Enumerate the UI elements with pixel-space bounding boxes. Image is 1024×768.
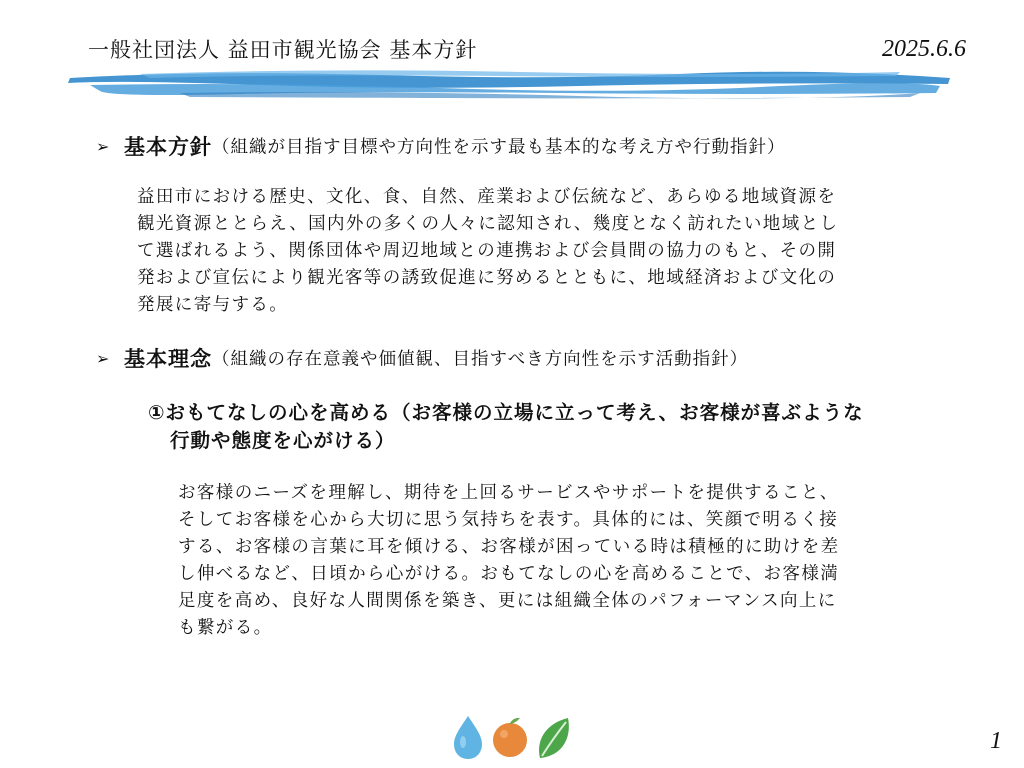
principle-item-title	[148, 399, 948, 455]
paragraph-line: お客様のニーズを理解し、期待を上回るサービスやサポートを提供すること、	[178, 483, 839, 503]
section-subtitle: （組織の存在意義や価値観、目指すべき方向性を示す活動指針）	[212, 349, 749, 370]
paragraph-line: て選ばれるよう、関係団体や周辺地域との連携および会員間の協力のもと、その開	[137, 241, 837, 261]
item-title-line: 行動や態度を心がける）	[170, 429, 396, 452]
bullet-arrow-icon: ➢	[96, 348, 110, 368]
section-heading: 基本理念	[124, 347, 212, 371]
section-heading: 基本方針	[124, 135, 212, 159]
paragraph-line: 観光資源ととらえ、国内外の多くの人々に認知され、幾度となく訪れたい地域とし	[137, 214, 839, 234]
section-kihon-rinen	[96, 343, 748, 373]
bullet-arrow-icon: ➢	[96, 136, 110, 156]
paragraph-line: し伸べるなど、日頃から心がける。おもてなしの心を高めることで、お客様満	[178, 564, 840, 584]
paragraph-line: 足度を高め、良好な人間関係を築き、更には組織全体のパフォーマンス向上に	[178, 591, 837, 611]
header-date: 2025.6.6	[882, 36, 966, 62]
water-drop-icon	[454, 716, 482, 759]
orange-fruit-icon	[493, 718, 527, 757]
policy-paragraph	[137, 184, 937, 319]
paragraph-line: も繋がる。	[178, 618, 273, 638]
page-number: 1	[990, 728, 1002, 754]
footer-logo-icons	[448, 712, 578, 762]
paragraph-line: 益田市における歴史、文化、食、自然、産業および伝統など、あらゆる地域資源を	[137, 187, 837, 207]
section-subtitle: （組織が目指す目標や方向性を示す最も基本的な考え方や行動指針）	[212, 137, 786, 158]
paragraph-line: する、お客様の言葉に耳を傾ける、お客様が困っている時は積極的に助けを差	[178, 537, 840, 557]
paragraph-line: 発および宣伝により観光客等の誘致促進に努めるとともに、地域経済および文化の	[137, 268, 837, 288]
section-kihon-houshin	[96, 131, 786, 161]
paragraph-line: そしてお客様を心から大切に思う気持ちを表す。具体的には、笑顔で明るく接	[178, 510, 839, 530]
brush-stroke-divider	[60, 66, 960, 100]
paragraph-line: 発展に寄与する。	[137, 295, 289, 315]
green-leaf-icon	[539, 718, 569, 758]
header-title: 一般社団法人 益田市観光協会 基本方針	[88, 38, 478, 62]
principle-paragraph	[178, 480, 938, 642]
item-title-line: ①おもてなしの心を高める（お客様の立場に立って考え、お客様が喜ぶような	[148, 401, 864, 424]
